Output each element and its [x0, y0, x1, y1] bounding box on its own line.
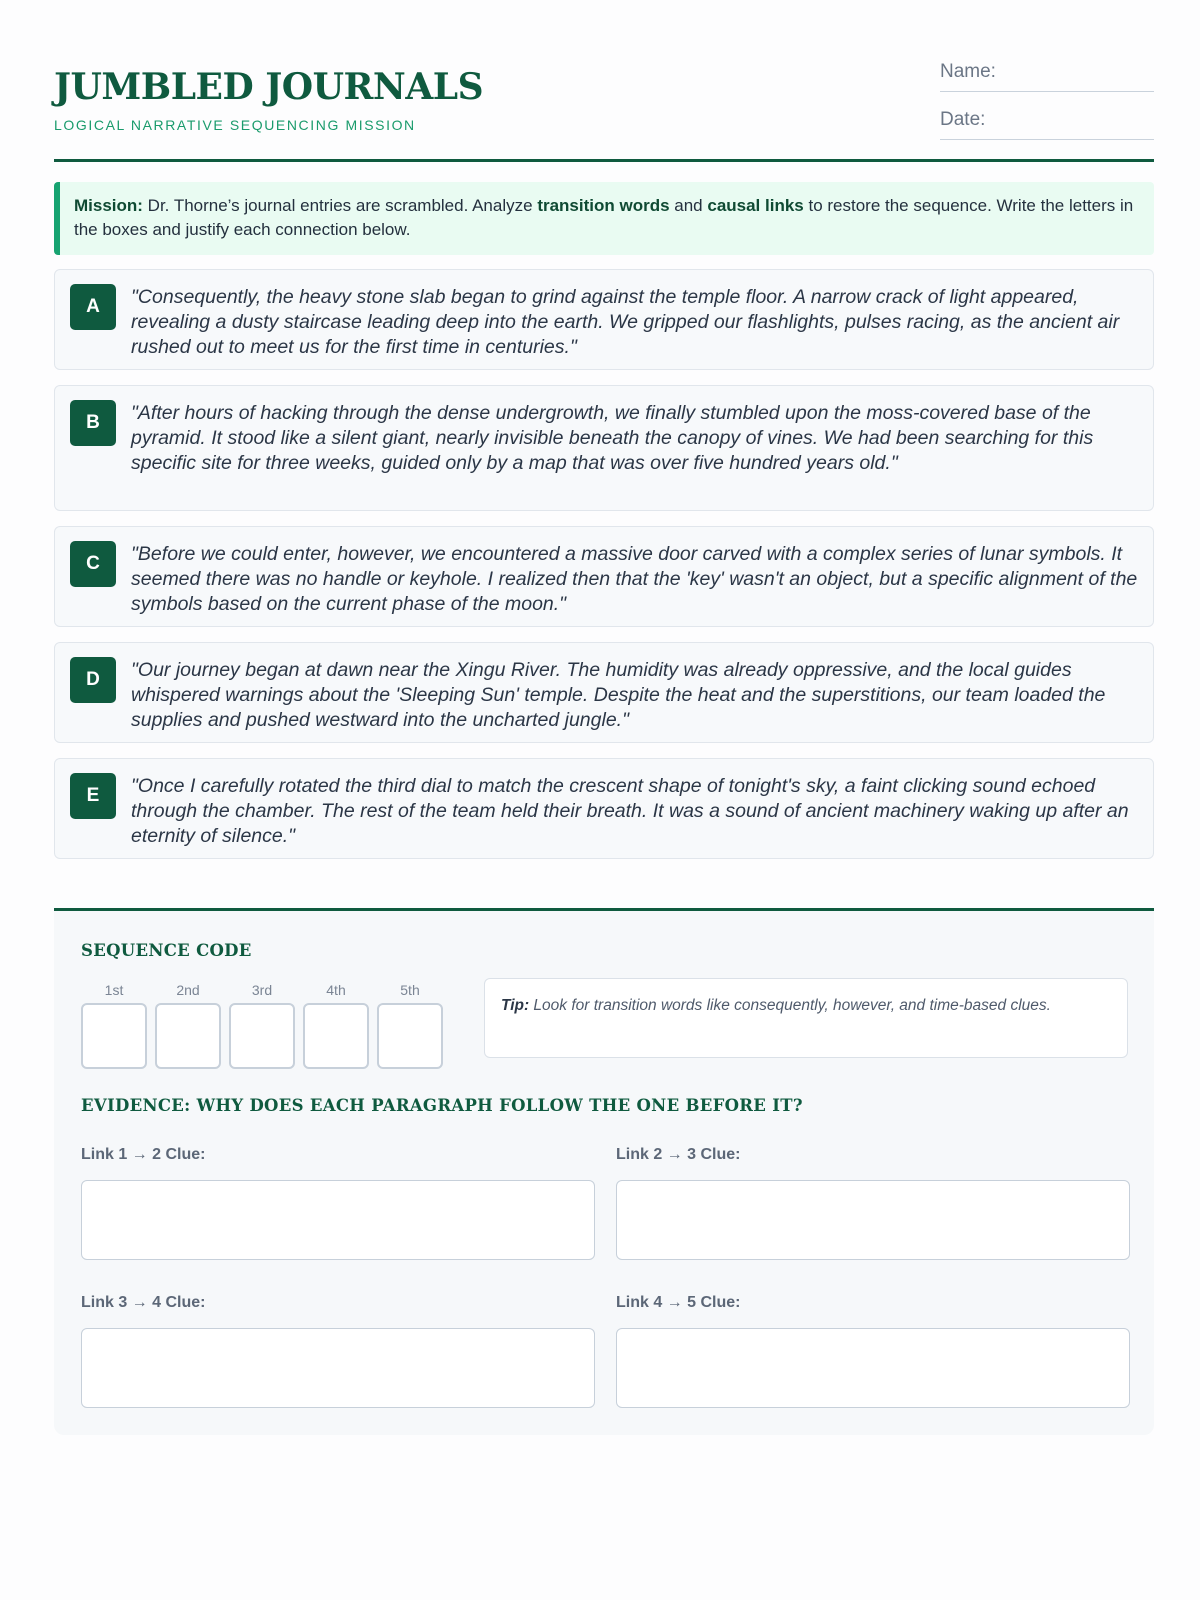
tip-label: Tip: — [501, 997, 530, 1014]
evidence-heading: EVIDENCE: WHY DOES EACH PARAGRAPH FOLLOW THE ONE BEFORE IT? — [81, 1096, 803, 1115]
clue-label: Link 3 → 4 Clue: — [81, 1294, 206, 1311]
slot-input-box[interactable] — [81, 1003, 147, 1069]
mission-text-1: Dr. Thorne’s journal entries are scrambled. Analyze — [142, 196, 538, 215]
entry-text: "Consequently, the heavy stone slab began to grind against the temple floor. A narrow crack of light appeared, revealing a dusty staircase leading deep into the earth. We gripped our flashlights, pulses racing, as the ancient air rushed out to meet us for the first time in centuries." — [131, 286, 1120, 358]
journal-entry-c — [54, 526, 1154, 627]
page-subtitle: LOGICAL NARRATIVE SEQUENCING MISSION — [54, 117, 416, 133]
name-label: Name: — [940, 61, 996, 82]
sequence-slot-1[interactable] — [81, 981, 147, 1069]
mission-label: Mission: — [74, 196, 143, 215]
clue-label: Link 1 → 2 Clue: — [81, 1146, 206, 1163]
clue-label: Link 2 → 3 Clue: — [616, 1146, 741, 1163]
sequence-slot-2[interactable] — [155, 981, 221, 1069]
entry-letter-badge: E — [70, 773, 116, 819]
slot-label: 4th — [326, 982, 346, 998]
tip-box — [484, 978, 1128, 1058]
date-field[interactable] — [940, 109, 1154, 140]
sequence-slot-5[interactable] — [377, 981, 443, 1069]
slot-input-box[interactable] — [229, 1003, 295, 1069]
journal-entry-d — [54, 642, 1154, 743]
journal-entry-b — [54, 385, 1154, 511]
clue-input-box[interactable] — [616, 1180, 1130, 1260]
clue-input-box[interactable] — [81, 1328, 595, 1408]
name-field[interactable] — [940, 61, 1154, 92]
entry-letter-badge: B — [70, 400, 116, 446]
page-title: JUMBLED JOURNALS — [54, 66, 484, 108]
sequence-slot-3[interactable] — [229, 981, 295, 1069]
slot-label: 3rd — [251, 982, 273, 998]
slot-input-box[interactable] — [155, 1003, 221, 1069]
entry-text: "Once I carefully rotated the third dial to match the crescent shape of tonight's sky, a faint clicking sound echoed through the chamber. The rest of the team held their breath. It was a sound of ancient machinery waking up after an eternity of silence." — [131, 775, 1129, 847]
entry-letter-badge: D — [70, 657, 116, 703]
sequence-heading: SEQUENCE CODE — [81, 941, 252, 960]
worksheet-header — [54, 0, 1154, 162]
evidence-link-2 — [616, 1146, 1130, 1260]
sequence-slot-4[interactable] — [303, 981, 369, 1069]
mission-text-2: and — [669, 196, 708, 215]
slot-input-box[interactable] — [377, 1003, 443, 1069]
journal-entry-e — [54, 758, 1154, 859]
slot-label: 1st — [104, 982, 124, 998]
entry-text: "Before we could enter, however, we encountered a massive door carved with a complex series of lunar symbols. It seemed there was no handle or keyhole. I realized then that the 'key' wasn't an object, but a specific alignment of the symbols based on the current phase of the moon." — [131, 543, 1138, 615]
entry-text: "After hours of hacking through the dense undergrowth, we finally stumbled upon the moss-covered base of the pyramid. It stood like a silent giant, nearly invisible beneath the canopy of vines. We had been searching for this specific site for three weeks, guided only by a map that was over five hundred years old." — [131, 402, 1094, 474]
entry-text: "Our journey began at dawn near the Xingu River. The humidity was already oppressive, and the local guides whispered warnings about the 'Sleeping Sun' temple. Despite the heat and the superstitions, our team loaded the supplies and pushed westward into the uncharted jungle." — [131, 659, 1106, 731]
entry-letter-badge: A — [70, 284, 116, 330]
evidence-link-3 — [81, 1294, 595, 1408]
mission-bold-causal: causal links — [707, 196, 804, 215]
tip-text: Look for transition words like consequently, however, and time-based clues. — [529, 997, 1051, 1014]
worksheet — [54, 0, 1154, 1311]
clue-input-box[interactable] — [81, 1180, 595, 1260]
journal-entry-a — [54, 269, 1154, 370]
entry-letter-badge: C — [70, 541, 116, 587]
clue-label: Link 4 → 5 Clue: — [616, 1294, 741, 1311]
slot-input-box[interactable] — [303, 1003, 369, 1069]
date-label: Date: — [940, 109, 986, 130]
clue-input-box[interactable] — [616, 1328, 1130, 1408]
slot-label: 5th — [400, 982, 420, 998]
evidence-link-4 — [616, 1294, 1130, 1408]
slot-label: 2nd — [176, 982, 200, 998]
answer-section — [54, 908, 1154, 1435]
mission-bold-transition: transition words — [537, 196, 670, 215]
mission-text-3: to restore the sequence. Write the letters in the boxes and justify each connection below. — [74, 196, 1134, 239]
evidence-link-1 — [81, 1146, 595, 1260]
mission-callout — [54, 182, 1154, 255]
